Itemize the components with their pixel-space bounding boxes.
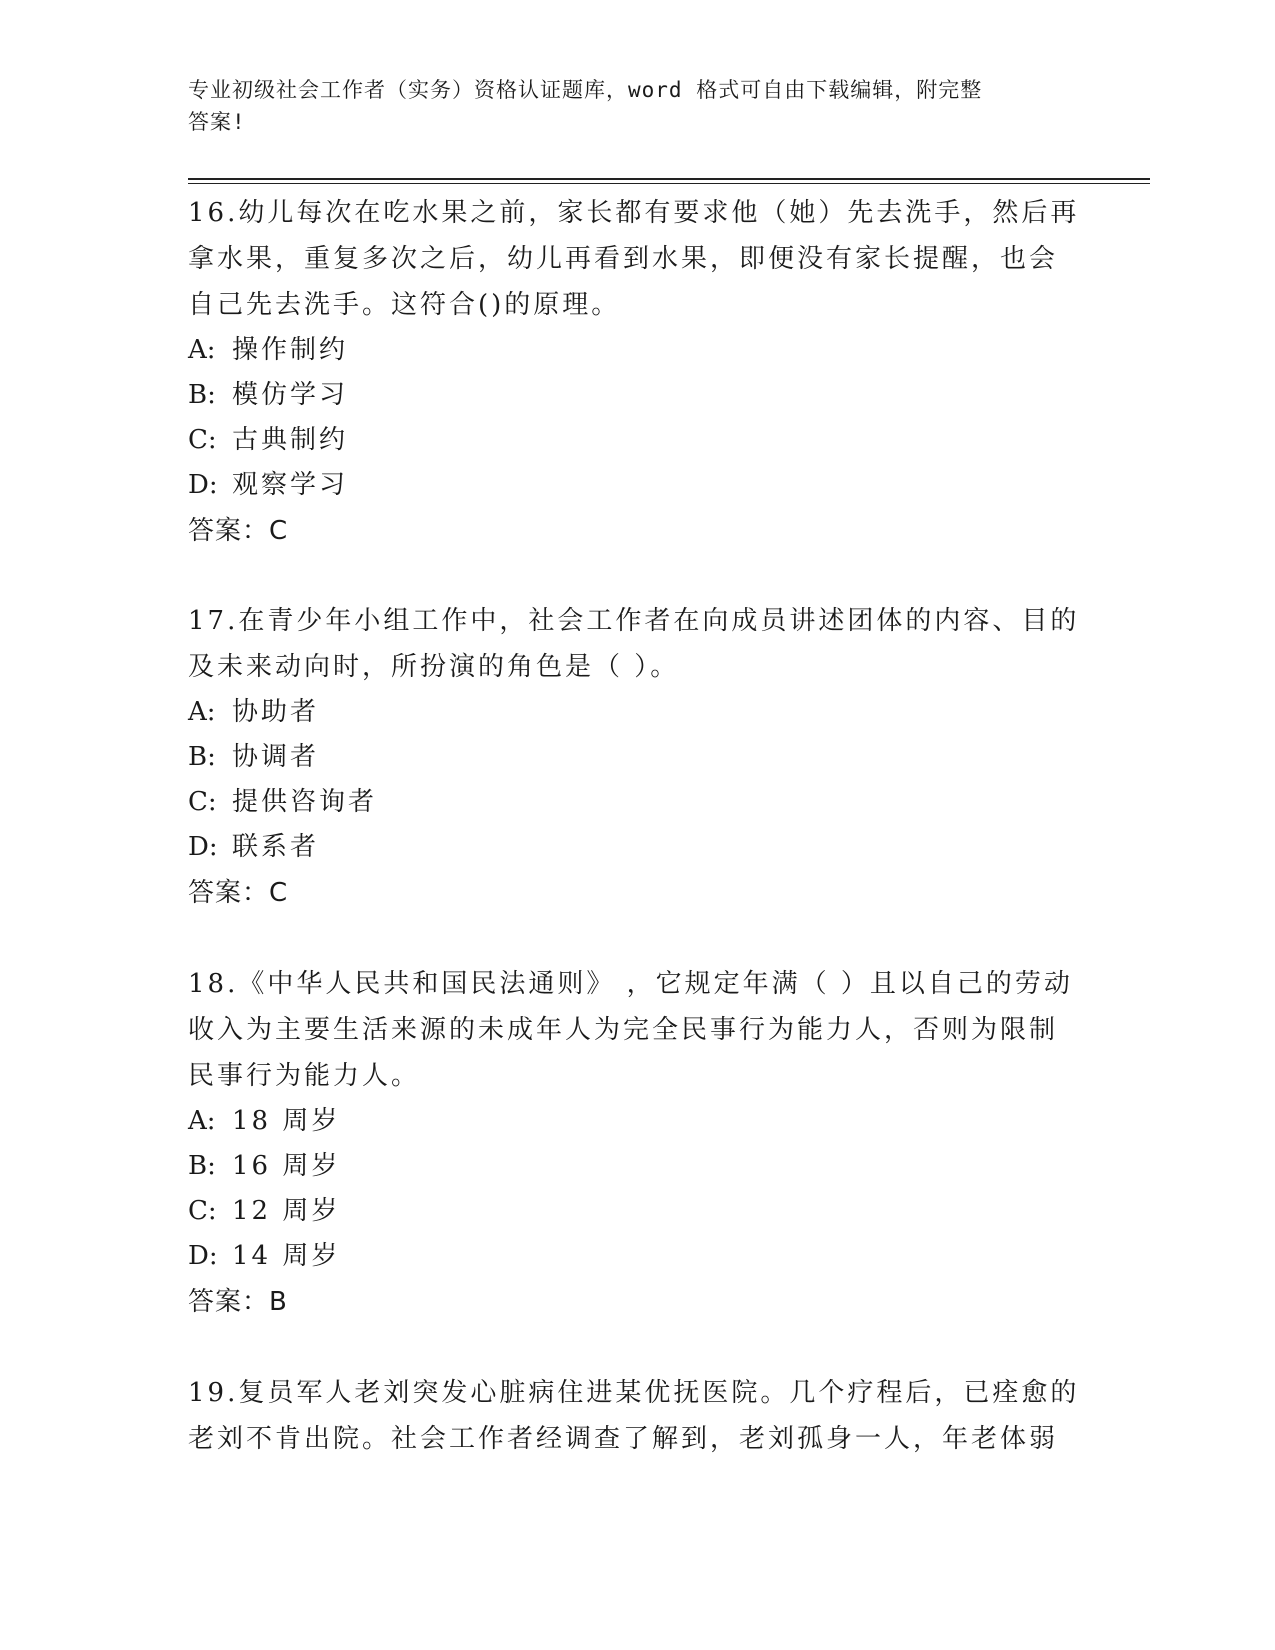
- option-text: 协助者: [232, 697, 320, 727]
- question-17: [188, 598, 1088, 916]
- header-title-line-2: 答案!: [188, 110, 246, 134]
- option-a: [188, 1099, 1088, 1144]
- option-text: 16 周岁: [232, 1151, 341, 1181]
- option-b: [188, 1144, 1088, 1189]
- option-letter: C:: [188, 1196, 217, 1226]
- header-title-line-1: 专业初级社会工作者（实务）资格认证题库，word 格式可自由下载编辑，附完整: [188, 78, 983, 102]
- option-text: 操作制约: [232, 335, 349, 365]
- header-divider-thick: [188, 178, 1150, 180]
- option-letter: D:: [188, 832, 218, 862]
- question-line: 19.复员军人老刘突发心脏病住进某优抚医院。几个疗程后，已痊愈的: [188, 1378, 1080, 1408]
- question-text: [188, 961, 1088, 1099]
- option-list: [188, 328, 1088, 508]
- option-b: [188, 735, 1088, 780]
- option-letter: C:: [188, 425, 217, 455]
- question-text: [188, 598, 1088, 690]
- header-divider-thin: [188, 183, 1150, 184]
- option-d: [188, 1234, 1088, 1279]
- question-line: 拿水果，重复多次之后，幼儿再看到水果，即便没有家长提醒，也会: [188, 244, 1059, 274]
- option-text: 18 周岁: [232, 1106, 341, 1136]
- option-text: 观察学习: [232, 470, 349, 500]
- option-c: [188, 418, 1088, 463]
- option-letter: C:: [188, 787, 217, 817]
- answer-line: 答案：C: [188, 878, 289, 908]
- option-letter: B:: [188, 742, 216, 772]
- answer-line: 答案：C: [188, 516, 289, 546]
- option-b: [188, 373, 1088, 418]
- option-c: [188, 1189, 1088, 1234]
- option-text: 12 周岁: [232, 1196, 341, 1226]
- question-line: 18.《中华人民共和国民法通则》 ，它规定年满（ ）且以自己的劳动: [188, 969, 1073, 999]
- option-text: 协调者: [232, 742, 320, 772]
- option-list: [188, 690, 1088, 870]
- question-18: [188, 961, 1088, 1325]
- question-line: 自己先去洗手。这符合()的原理。: [188, 290, 621, 320]
- document-header: [188, 74, 1068, 138]
- option-d: [188, 825, 1088, 870]
- question-text: [188, 1370, 1088, 1462]
- option-a: [188, 690, 1088, 735]
- option-c: [188, 780, 1088, 825]
- question-line: 16.幼儿每次在吃水果之前，家长都有要求他（她）先去洗手，然后再: [188, 198, 1080, 228]
- question-line: 收入为主要生活来源的未成年人为完全民事行为能力人，否则为限制: [188, 1015, 1059, 1045]
- option-text: 14 周岁: [232, 1241, 341, 1271]
- option-text: 古典制约: [232, 425, 349, 455]
- option-d: [188, 463, 1088, 508]
- question-line: 民事行为能力人。: [188, 1061, 421, 1091]
- option-letter: A:: [188, 1106, 216, 1136]
- question-19: [188, 1370, 1088, 1462]
- option-a: [188, 328, 1088, 373]
- question-line: 17.在青少年小组工作中，社会工作者在向成员讲述团体的内容、目的: [188, 606, 1080, 636]
- option-letter: A:: [188, 697, 216, 727]
- question-text: [188, 190, 1088, 328]
- question-line: 老刘不肯出院。社会工作者经调查了解到，老刘孤身一人，年老体弱: [188, 1424, 1059, 1454]
- option-list: [188, 1099, 1088, 1279]
- option-text: 联系者: [232, 832, 320, 862]
- question-16: [188, 190, 1088, 554]
- option-text: 模仿学习: [232, 380, 349, 410]
- option-letter: D:: [188, 470, 218, 500]
- option-text: 提供咨询者: [232, 787, 378, 817]
- option-letter: D:: [188, 1241, 218, 1271]
- option-letter: B:: [188, 1151, 216, 1181]
- option-letter: A:: [188, 335, 216, 365]
- question-line: 及未来动向时，所扮演的角色是（ ）。: [188, 652, 680, 682]
- option-letter: B:: [188, 380, 216, 410]
- answer-line: 答案：B: [188, 1287, 288, 1317]
